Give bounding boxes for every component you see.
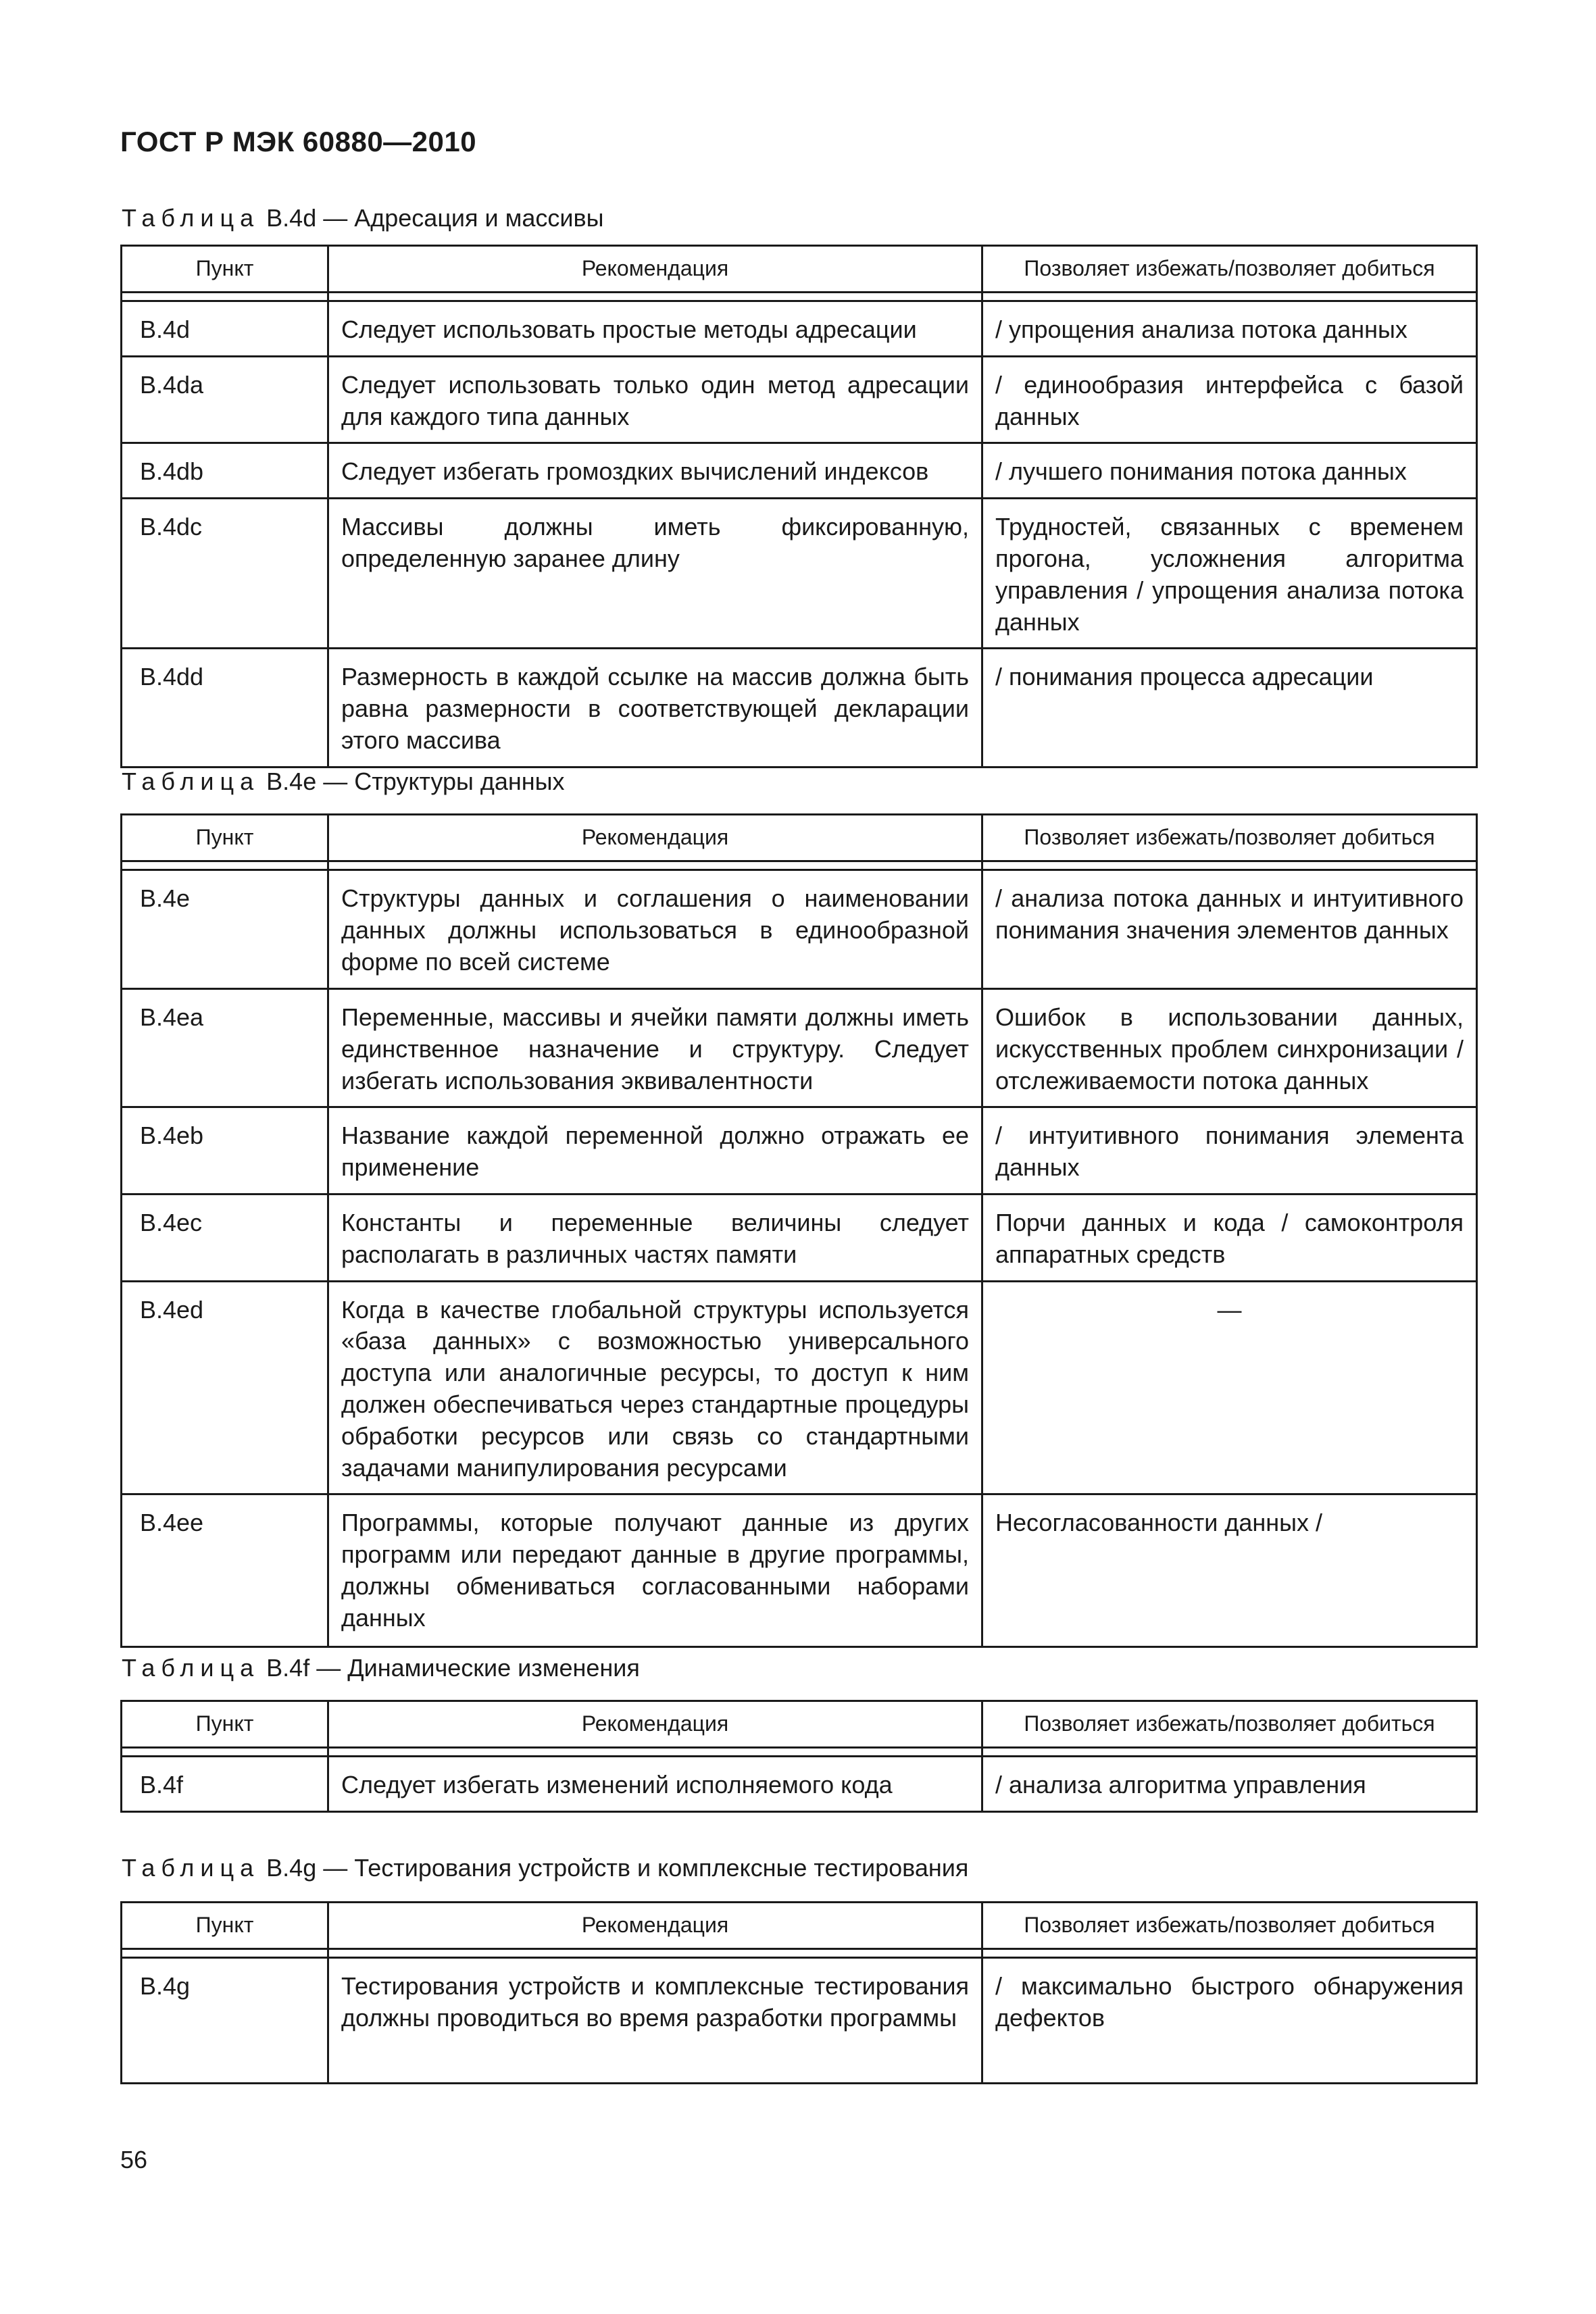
cell-effect: Ошибок в использовании данных, искусственных проблем синхронизации / отслеживаемости потока данных <box>982 989 1477 1107</box>
table-header-row <box>122 1903 1477 1949</box>
caption-title: B.4d — Адресация и массивы <box>266 204 604 232</box>
table-row <box>122 356 1477 443</box>
table-row <box>122 1107 1477 1194</box>
cell-item: B.4dc <box>122 499 328 649</box>
cell-effect: / анализа алгоритма управления <box>982 1757 1477 1812</box>
column-header-recommendation: Рекомендация <box>328 1701 982 1748</box>
cell-recommendation: Структуры данных и соглашения о наименовании данных должны использоваться в единообразной форме по всей системе <box>328 870 982 989</box>
cell-recommendation: Константы и переменные величины следует располагать в различных частях памяти <box>328 1194 982 1281</box>
cell-item: B.4dd <box>122 649 328 767</box>
cell-recommendation: Следует использовать только один метод адресации для каждого типа данных <box>328 356 982 443</box>
caption-label: Таблица <box>122 1854 260 1882</box>
table-row <box>122 1757 1477 1812</box>
cell-recommendation: Тестирования устройств и комплексные тестирования должны проводиться во время разработки программы <box>328 1958 982 2084</box>
cell-effect: / единообразия интерфейса с базой данных <box>982 356 1477 443</box>
table-row <box>122 1194 1477 1281</box>
cell-item: B.4da <box>122 356 328 443</box>
cell-effect: / лучшего понимания потока данных <box>982 443 1477 499</box>
caption-label: Таблица <box>122 768 260 795</box>
cell-effect: / понимания процесса адресации <box>982 649 1477 767</box>
cell-item: B.4eb <box>122 1107 328 1194</box>
column-header-effect: Позволяет избежать/позволяет добиться <box>982 1701 1477 1748</box>
table-row <box>122 870 1477 989</box>
column-header-recommendation: Рекомендация <box>328 815 982 861</box>
table-row <box>122 1281 1477 1494</box>
table-header-row <box>122 815 1477 861</box>
table-header-row <box>122 1701 1477 1748</box>
cell-effect: / упрощения анализа потока данных <box>982 301 1477 357</box>
document-title: ГОСТ Р МЭК 60880—2010 <box>120 126 477 157</box>
column-header-recommendation: Рекомендация <box>328 246 982 293</box>
cell-item: B.4d <box>122 301 328 357</box>
table-b4e <box>120 813 1478 1648</box>
cell-effect: / анализа потока данных и интуитивного понимания значения элементов данных <box>982 870 1477 989</box>
cell-recommendation: Название каждой переменной должно отражать ее применение <box>328 1107 982 1194</box>
column-header-item: Пункт <box>122 815 328 861</box>
table-row <box>122 1494 1477 1647</box>
table-row <box>122 989 1477 1107</box>
cell-item: B.4ec <box>122 1194 328 1281</box>
table-row <box>122 649 1477 767</box>
table-caption-b4g <box>122 1854 968 1882</box>
cell-item: B.4ee <box>122 1494 328 1647</box>
cell-effect: — <box>982 1281 1477 1494</box>
table-b4f <box>120 1700 1478 1813</box>
caption-title: B.4g — Тестирования устройств и комплексные тестирования <box>266 1854 969 1882</box>
cell-item: B.4db <box>122 443 328 499</box>
table-row <box>122 499 1477 649</box>
table-row <box>122 301 1477 357</box>
column-header-effect: Позволяет избежать/позволяет добиться <box>982 246 1477 293</box>
table-caption-b4d <box>122 204 604 232</box>
caption-label: Таблица <box>122 1654 260 1682</box>
caption-title: B.4f — Динамические изменения <box>266 1654 640 1682</box>
cell-recommendation: Массивы должны иметь фиксированную, определенную заранее длину <box>328 499 982 649</box>
cell-effect: / интуитивного понимания элемента данных <box>982 1107 1477 1194</box>
cell-recommendation: Следует избегать громоздких вычислений индексов <box>328 443 982 499</box>
cell-recommendation: Переменные, массивы и ячейки памяти должны иметь единственное назначение и структуру. Следует избегать использования эквивалентности <box>328 989 982 1107</box>
cell-recommendation: Следует избегать изменений исполняемого кода <box>328 1757 982 1812</box>
cell-item: B.4e <box>122 870 328 989</box>
table-caption-b4f <box>122 1654 640 1682</box>
table-b4g <box>120 1901 1478 2084</box>
cell-effect: Порчи данных и кода / самоконтроля аппаратных средств <box>982 1194 1477 1281</box>
table-row <box>122 1958 1477 2084</box>
table-b4d <box>120 245 1478 768</box>
column-header-effect: Позволяет избежать/позволяет добиться <box>982 815 1477 861</box>
cell-item: B.4g <box>122 1958 328 2084</box>
caption-label: Таблица <box>122 204 260 232</box>
cell-item: B.4f <box>122 1757 328 1812</box>
cell-recommendation: Размерность в каждой ссылке на массив должна быть равна размерности в соответствующей декларации этого массива <box>328 649 982 767</box>
caption-title: B.4e — Структуры данных <box>266 768 565 795</box>
table-caption-b4e <box>122 768 565 796</box>
column-header-effect: Позволяет избежать/позволяет добиться <box>982 1903 1477 1949</box>
cell-item: B.4ed <box>122 1281 328 1494</box>
cell-item: B.4ea <box>122 989 328 1107</box>
cell-effect: / максимально быстрого обнаружения дефектов <box>982 1958 1477 2084</box>
cell-effect: Трудностей, связанных с временем прогона, усложнения алгоритма управления / упрощения анализа потока данных <box>982 499 1477 649</box>
table-header-row <box>122 246 1477 293</box>
column-header-item: Пункт <box>122 246 328 293</box>
cell-recommendation: Следует использовать простые методы адресации <box>328 301 982 357</box>
column-header-recommendation: Рекомендация <box>328 1903 982 1949</box>
cell-recommendation: Программы, которые получают данные из других программ или передают данные в другие программы, должны обмениваться согласованными наборами данных <box>328 1494 982 1647</box>
cell-recommendation: Когда в качестве глобальной структуры используется «база данных» с возможностью универсального доступа или аналогичные ресурсы, то доступ к ним должен обеспечиваться через стандартные процедуры обработки ресурсов или связь со стандартными задачами манипулирования ресурсами <box>328 1281 982 1494</box>
column-header-item: Пункт <box>122 1903 328 1949</box>
cell-effect: Несогласованности данных / <box>982 1494 1477 1647</box>
page-number: 56 <box>120 2146 148 2173</box>
column-header-item: Пункт <box>122 1701 328 1748</box>
table-row <box>122 443 1477 499</box>
